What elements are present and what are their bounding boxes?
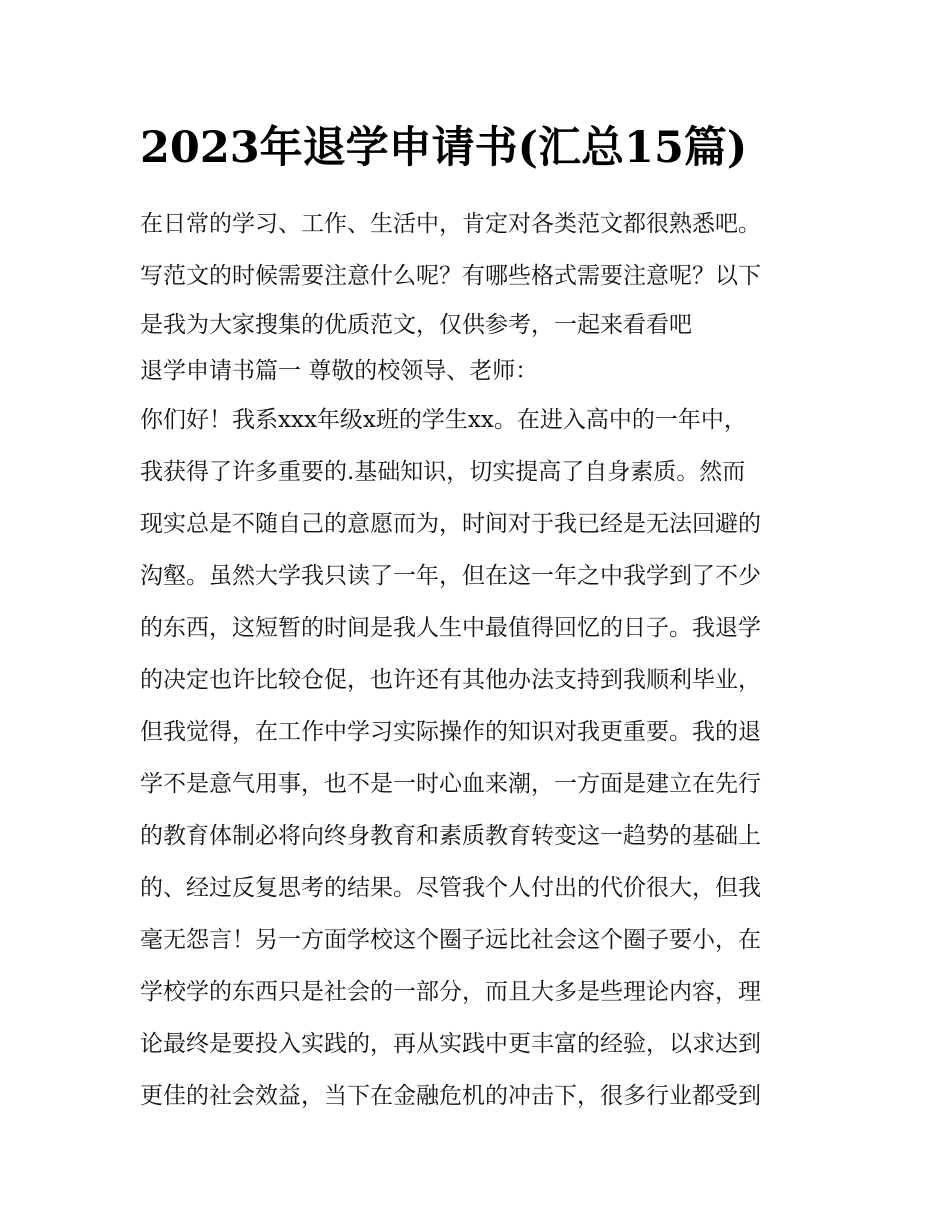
body-line: 的决定也许比较仓促，也许还有其他办法支持到我顺利毕业， xyxy=(140,667,761,693)
body-line: 现实总是不随自己的意愿而为，时间对于我已经是无法回避的 xyxy=(140,511,761,537)
body-line: 的、经过反复思考的结果。尽管我个人付出的代价很大，但我 xyxy=(140,875,761,901)
document-body xyxy=(140,198,820,1122)
document-title: 2023年退学申请书(汇总15篇) xyxy=(140,123,748,173)
body-line: 我获得了许多重要的.基础知识，切实提高了自身素质。然而 xyxy=(140,459,746,485)
body-line: 但我觉得，在工作中学习实际操作的知识对我更重要。我的退 xyxy=(140,719,761,745)
body-line: 的东西，这短暂的时间是我人生中最值得回忆的日子。我退学 xyxy=(140,615,761,641)
section-heading: 退学申请书篇一 尊敬的校领导、老师： xyxy=(140,358,539,384)
body-line: 你们好！我系xxx年级x班的学生xx。在进入高中的一年中， xyxy=(140,407,747,433)
body-line: 学不是意气用事，也不是一时心血来潮，一方面是建立在先行 xyxy=(140,771,761,797)
intro-line: 写范文的时候需要注意什么呢？有哪些格式需要注意呢？以下 xyxy=(140,263,761,289)
intro-line: 在日常的学习、工作、生活中，肯定对各类范文都很熟悉吧。 xyxy=(140,211,761,237)
intro-line: 是我为大家搜集的优质范文，仅供参考，一起来看看吧 xyxy=(140,312,692,338)
body-line: 毫无怨言！另一方面学校这个圈子远比社会这个圈子要小，在 xyxy=(140,927,761,953)
body-line: 学校学的东西只是社会的一部分，而且大多是些理论内容，理 xyxy=(140,979,761,1005)
body-line: 更佳的社会效益，当下在金融危机的冲击下，很多行业都受到 xyxy=(140,1083,761,1109)
body-line: 的教育体制必将向终身教育和素质教育转变这一趋势的基础上 xyxy=(140,823,761,849)
body-line: 论最终是要投入实践的，再从实践中更丰富的经验，以求达到 xyxy=(140,1031,761,1057)
body-line: 沟壑。虽然大学我只读了一年，但在这一年之中我学到了不少 xyxy=(140,563,761,589)
